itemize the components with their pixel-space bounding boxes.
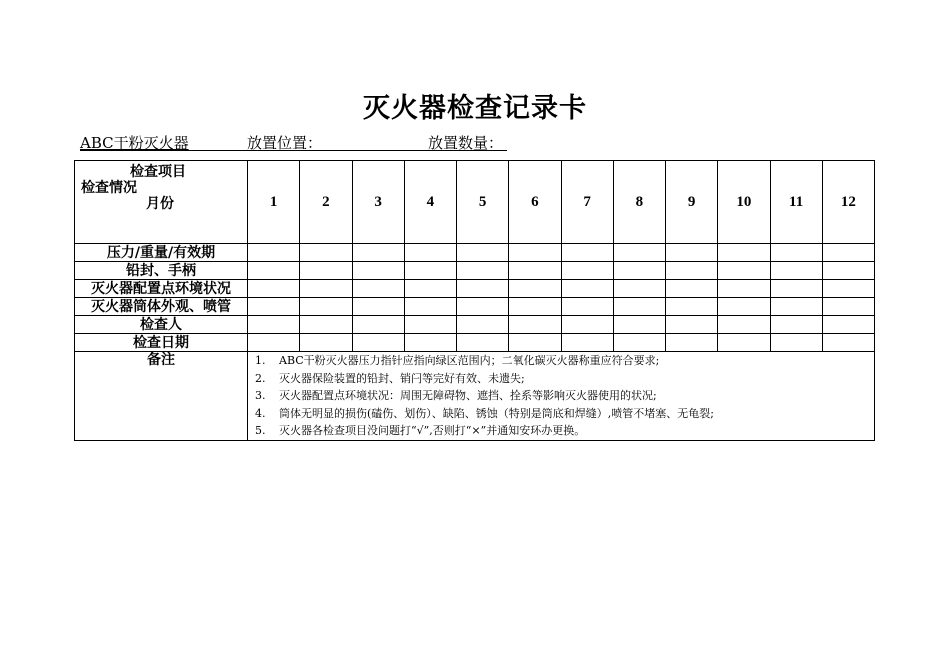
check-cell[interactable]	[718, 244, 770, 262]
check-cell[interactable]	[613, 262, 665, 280]
notes-label: 备注	[75, 352, 248, 441]
check-cell[interactable]	[509, 334, 561, 352]
check-cell[interactable]	[718, 316, 770, 334]
month-header: 5	[457, 161, 509, 244]
check-cell[interactable]	[248, 262, 300, 280]
check-cell[interactable]	[770, 244, 822, 262]
check-cell[interactable]	[561, 244, 613, 262]
page-title: 灭火器检查记录卡	[363, 93, 587, 124]
notes-cell	[248, 352, 875, 441]
check-cell[interactable]	[300, 298, 352, 316]
check-cell[interactable]	[770, 280, 822, 298]
check-cell[interactable]	[822, 334, 874, 352]
check-cell[interactable]	[457, 262, 509, 280]
month-header: 8	[613, 161, 665, 244]
inspection-table	[74, 160, 875, 441]
meta-underline-left	[80, 150, 427, 151]
meta-underline-right	[427, 150, 507, 151]
header-month-label: 月份	[146, 196, 174, 212]
check-cell[interactable]	[352, 244, 404, 262]
table-row	[75, 280, 875, 298]
header-item-label: 检查项目	[130, 164, 186, 180]
month-header: 6	[509, 161, 561, 244]
check-cell[interactable]	[613, 298, 665, 316]
check-cell[interactable]	[822, 280, 874, 298]
note-item	[248, 422, 874, 440]
row-label: 检查日期	[75, 334, 248, 352]
month-header: 3	[352, 161, 404, 244]
note-number: 4.	[255, 406, 266, 420]
note-item	[248, 370, 874, 388]
check-cell[interactable]	[666, 280, 718, 298]
table-row	[75, 298, 875, 316]
check-cell[interactable]	[822, 262, 874, 280]
check-cell[interactable]	[352, 298, 404, 316]
row-label: 灭火器筒体外观、喷管	[75, 298, 248, 316]
header-status-label: 检查情况	[81, 180, 137, 196]
row-label: 检查人	[75, 316, 248, 334]
check-cell[interactable]	[822, 298, 874, 316]
check-cell[interactable]	[248, 334, 300, 352]
note-number: 3.	[255, 389, 266, 402]
check-cell[interactable]	[300, 262, 352, 280]
row-label: 压力/重量/有效期	[75, 244, 248, 262]
note-text: ABC干粉灭火器压力指针应指向绿区范围内；二氧化碳灭火器称重应符合要求;	[279, 354, 660, 367]
check-cell[interactable]	[561, 334, 613, 352]
table-row	[75, 334, 875, 352]
check-cell[interactable]	[822, 244, 874, 262]
check-cell[interactable]	[561, 280, 613, 298]
month-header: 9	[666, 161, 718, 244]
note-number: 1.	[255, 354, 266, 367]
check-cell[interactable]	[352, 316, 404, 334]
check-cell[interactable]	[300, 316, 352, 334]
check-cell[interactable]	[404, 244, 456, 262]
note-item	[248, 405, 874, 423]
check-cell[interactable]	[718, 262, 770, 280]
extinguisher-type-label: ABC干粉灭火器	[80, 134, 189, 152]
table-row	[75, 316, 875, 334]
location-label: 放置位置：	[247, 134, 323, 152]
check-cell[interactable]	[561, 298, 613, 316]
check-cell[interactable]	[718, 280, 770, 298]
check-cell[interactable]	[352, 280, 404, 298]
check-cell[interactable]	[666, 244, 718, 262]
check-cell[interactable]	[613, 280, 665, 298]
check-cell[interactable]	[300, 244, 352, 262]
check-cell[interactable]	[666, 334, 718, 352]
note-item	[248, 387, 874, 405]
check-cell[interactable]	[770, 298, 822, 316]
check-cell[interactable]	[300, 280, 352, 298]
check-cell[interactable]	[561, 316, 613, 334]
month-header: 7	[561, 161, 613, 244]
note-number: 5.	[255, 424, 266, 437]
note-text: 灭火器配置点环境状况：周围无障碍物、遮挡、拴系等影响灭火器使用的状况;	[279, 389, 657, 402]
check-cell[interactable]	[457, 334, 509, 352]
note-item	[248, 352, 874, 370]
row-label: 铅封、手柄	[75, 262, 248, 280]
month-header: 1	[248, 161, 300, 244]
month-header: 12	[822, 161, 874, 244]
check-cell[interactable]	[561, 262, 613, 280]
month-header: 4	[404, 161, 456, 244]
check-cell[interactable]	[613, 244, 665, 262]
check-cell[interactable]	[248, 244, 300, 262]
check-cell[interactable]	[770, 334, 822, 352]
check-cell[interactable]	[770, 262, 822, 280]
check-cell[interactable]	[457, 298, 509, 316]
note-text: 筒体无明显的损伤(磕伤、划伤）、缺陷、锈蚀（特别是筒底和焊缝）,喷管不堵塞、无龟裂;	[279, 406, 714, 420]
check-cell[interactable]	[666, 316, 718, 334]
notes-row	[75, 352, 875, 441]
check-cell[interactable]	[352, 334, 404, 352]
check-cell[interactable]	[457, 244, 509, 262]
table-header-row	[75, 161, 875, 244]
check-cell[interactable]	[770, 316, 822, 334]
check-cell[interactable]	[404, 298, 456, 316]
month-header: 10	[718, 161, 770, 244]
check-cell[interactable]	[509, 316, 561, 334]
check-cell[interactable]	[300, 334, 352, 352]
check-cell[interactable]	[457, 316, 509, 334]
diagonal-header-cell	[75, 161, 248, 244]
note-text: 灭火器保险装置的铅封、销闩等完好有效、未遗失;	[279, 371, 525, 385]
month-header: 11	[770, 161, 822, 244]
check-cell[interactable]	[248, 298, 300, 316]
check-cell[interactable]	[613, 316, 665, 334]
quantity-label: 放置数量：	[428, 134, 504, 152]
row-label: 灭火器配置点环境状况	[75, 280, 248, 298]
check-cell[interactable]	[666, 298, 718, 316]
check-cell[interactable]	[404, 334, 456, 352]
check-cell[interactable]	[352, 262, 404, 280]
check-cell[interactable]	[613, 334, 665, 352]
check-cell[interactable]	[822, 316, 874, 334]
check-cell[interactable]	[404, 316, 456, 334]
check-cell[interactable]	[509, 262, 561, 280]
note-number: 2.	[255, 371, 266, 385]
check-cell[interactable]	[509, 244, 561, 262]
check-cell[interactable]	[457, 280, 509, 298]
note-text: 灭火器各检查项目没问题打“√”,否则打“×”并通知安环办更换。	[279, 424, 586, 437]
check-cell[interactable]	[404, 280, 456, 298]
check-cell[interactable]	[718, 298, 770, 316]
check-cell[interactable]	[509, 298, 561, 316]
check-cell[interactable]	[666, 262, 718, 280]
check-cell[interactable]	[509, 280, 561, 298]
month-header: 2	[300, 161, 352, 244]
table-row	[75, 262, 875, 280]
table-row	[75, 244, 875, 262]
check-cell[interactable]	[248, 316, 300, 334]
check-cell[interactable]	[404, 262, 456, 280]
check-cell[interactable]	[718, 334, 770, 352]
check-cell[interactable]	[248, 280, 300, 298]
